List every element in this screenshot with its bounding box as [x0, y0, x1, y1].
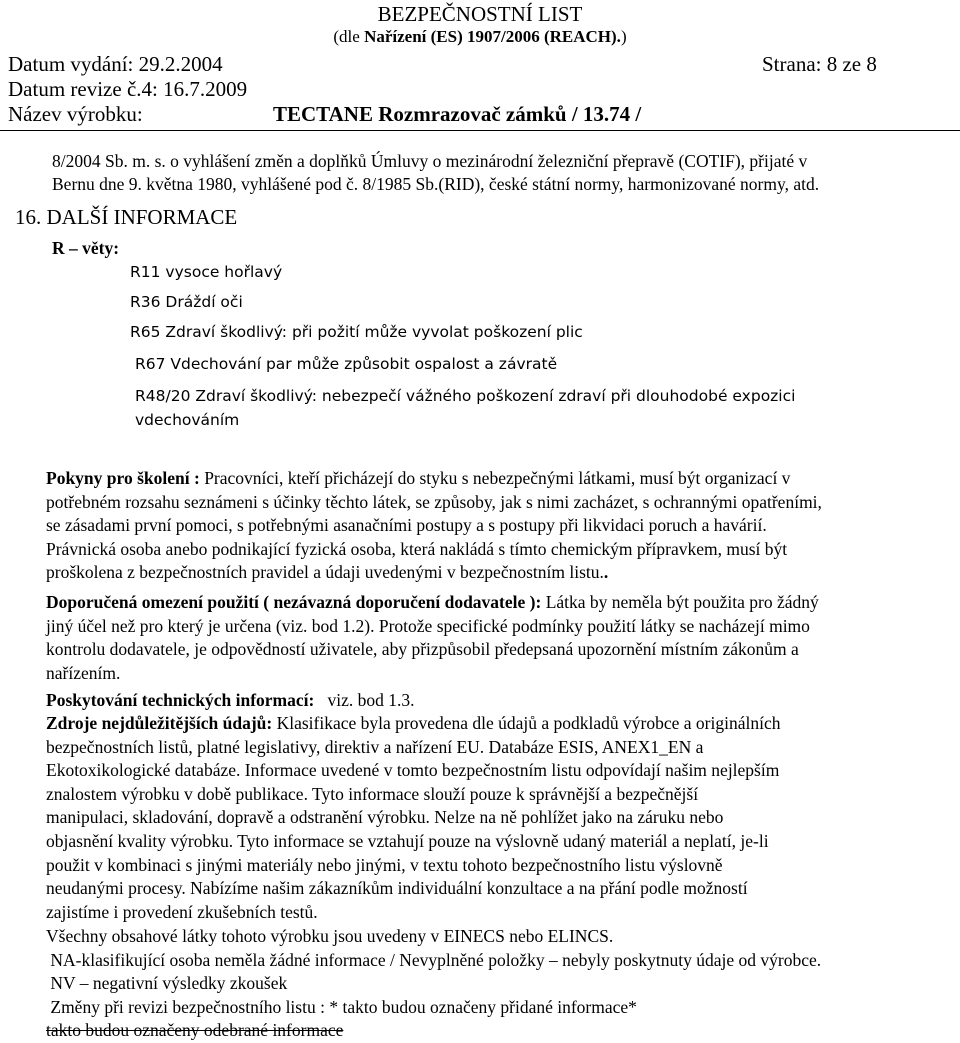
revision-date: Datum revize č.4: 16.7.2009 [8, 77, 248, 101]
tech-info-value: viz. bod 1.3. [314, 690, 415, 710]
transport-line-1: 8/2004 Sb. m. s. o vyhlášení změn a doplňků Úmluvy o mezinárodní železniční přepravě (COTIF), přijaté v [52, 151, 808, 171]
training-line: se zásadami první pomoci, s potřebnými asanačními postupy a s postupy při likvidaci poruch a havárií. [46, 515, 767, 536]
subtitle-post: ) [620, 27, 627, 46]
sources-line: použit v kombinaci s jinými materiály nebo jinými, v textu tohoto bezpečnostního listu výslovně [46, 854, 723, 875]
changes-note: Změny při revizi bezpečnostního listu : * takto budou označeny přidané informace* [46, 996, 637, 1017]
product-name-label: Název výrobku: [8, 102, 143, 126]
sources-line: zajistíme i provedení zkušebních testů. [46, 901, 318, 922]
issue-date: Datum vydání: 29.2.2004 [8, 52, 223, 76]
transport-line-2: Bernu dne 9. května 1980, vyhlášené pod č. 8/1985 Sb.(RID), české státní normy, harmonizované normy, atd. [52, 174, 820, 194]
training-label: Pokyny pro školení : [46, 468, 200, 488]
sources-paragraph [46, 712, 954, 924]
r-phrase-r48-20: R48/20 Zdraví škodlivý: nebezpečí vážného poškození zdraví při dlouhodobé expozici [135, 387, 796, 405]
na-note: NA-klasifikující osoba neměla žádné informace / Nevyplněné položky – nebyly poskytnuty údaje od výrobce. [46, 949, 822, 970]
restrictions-line: jiný účel než pro který je určena (viz. bod 1.2). Protože specifické podmínky použití látky se nacházejí mimo [46, 615, 810, 636]
document-subtitle [0, 27, 960, 47]
r-phrases-heading: R – věty: [52, 238, 120, 258]
sources-line: bezpečnostních listů, platné legislativy, direktiv a nařízení EU. Databáze ESIS, ANEX1_EN a [46, 736, 704, 757]
training-paragraph [46, 467, 954, 585]
r-phrase-r36: R36 Dráždí oči [130, 293, 243, 311]
subtitle-pre: (dle [333, 27, 365, 46]
nv-note: NV – negativní výsledky zkoušek [46, 973, 288, 994]
restrictions-line: Doporučená omezení použití ( nezávazná doporučení dodavatele ): Látka by neměla být použita pro žádný [46, 592, 819, 612]
restrictions-label: Doporučená omezení použití ( nezávazná doporučení dodavatele ): [46, 592, 542, 612]
sources-line: znalostem výrobku v době publikace. Tyto informace slouží pouze k správnější a bezpečnější [46, 783, 699, 804]
restrictions-line: nařízením. [46, 662, 121, 683]
document-title: BEZPEČNOSTNÍ LIST [377, 2, 583, 26]
sources-line: Ekotoxikologické databáze. Informace uvedené v tomto bezpečnostním listu odpovídají našim nejlepším [46, 760, 780, 781]
tech-info-line [46, 689, 954, 713]
r-phrase-r65: R65 Zdraví škodlivý: při požití může vyvolat poškození plic [130, 323, 583, 341]
page-number: Strana: 8 ze 8 [762, 52, 877, 76]
training-line: Právnická osoba anebo podnikající fyzická osoba, která nakládá s tímto chemickým přípravkem, musí být [46, 538, 788, 559]
training-line: proškolena z bezpečnostních pravidel a údaji uvedenými v bezpečnostním listu.. [46, 562, 609, 583]
footer-notes [46, 925, 954, 1043]
training-line: Pokyny pro školení : Pracovníci, kteří přicházejí do styku s nebezpečnými látkami, musí být organizací v [46, 468, 791, 488]
training-line: potřebném rozsahu seznámeni s účinky těchto látek, se způsoby, jak s nimi zacházet, s ochrannými opatřeními, [46, 491, 822, 512]
restrictions-paragraph [46, 591, 954, 685]
sources-line: objasnění kvality výrobku. Tyto informace se vztahují pouze na výslovně udaný materiál a neplatí, je-li [46, 830, 769, 851]
r-phrase-r48-20-cont: vdechováním [135, 411, 240, 429]
sources-line: Zdroje nejdůležitějších údajů: Klasifikace byla provedena dle údajů a podkladů výrobce a originálních [46, 713, 781, 733]
section-16-heading: 16. DALŠÍ INFORMACE [15, 205, 238, 229]
sources-label: Zdroje nejdůležitějších údajů: [46, 713, 273, 733]
restrictions-line: kontrolu dodavatele, je odpovědností uživatele, aby přizpůsobil předepsaná upozornění místním zákonům a [46, 639, 799, 660]
tech-info-label: Poskytování technických informací: [46, 690, 315, 710]
product-name-value: TECTANE Rozmrazovač zámků / 13.74 / [273, 102, 642, 126]
sources-line: neudanými procesy. Nabízíme našim zákazníkům individuální konzultace a na přání podle možností [46, 878, 748, 899]
r-phrase-r67: R67 Vdechování par může způsobit ospalost a závratě [135, 355, 558, 373]
sources-line: manipulaci, skladování, dopravě a odstranění výrobku. Nelze na ně pohlížet jako na záruku nebo [46, 807, 724, 828]
header-divider [0, 130, 960, 131]
einecs-note: Všechny obsahové látky tohoto výrobku jsou uvedeny v EINECS nebo ELINCS. [46, 926, 614, 946]
removed-info-note: takto budou označeny odebrané informace [46, 1020, 344, 1041]
subtitle-regulation: Nařízení (ES) 1907/2006 (REACH). [364, 27, 621, 46]
r-phrase-r11: R11 vysoce hořlavý [130, 263, 283, 281]
